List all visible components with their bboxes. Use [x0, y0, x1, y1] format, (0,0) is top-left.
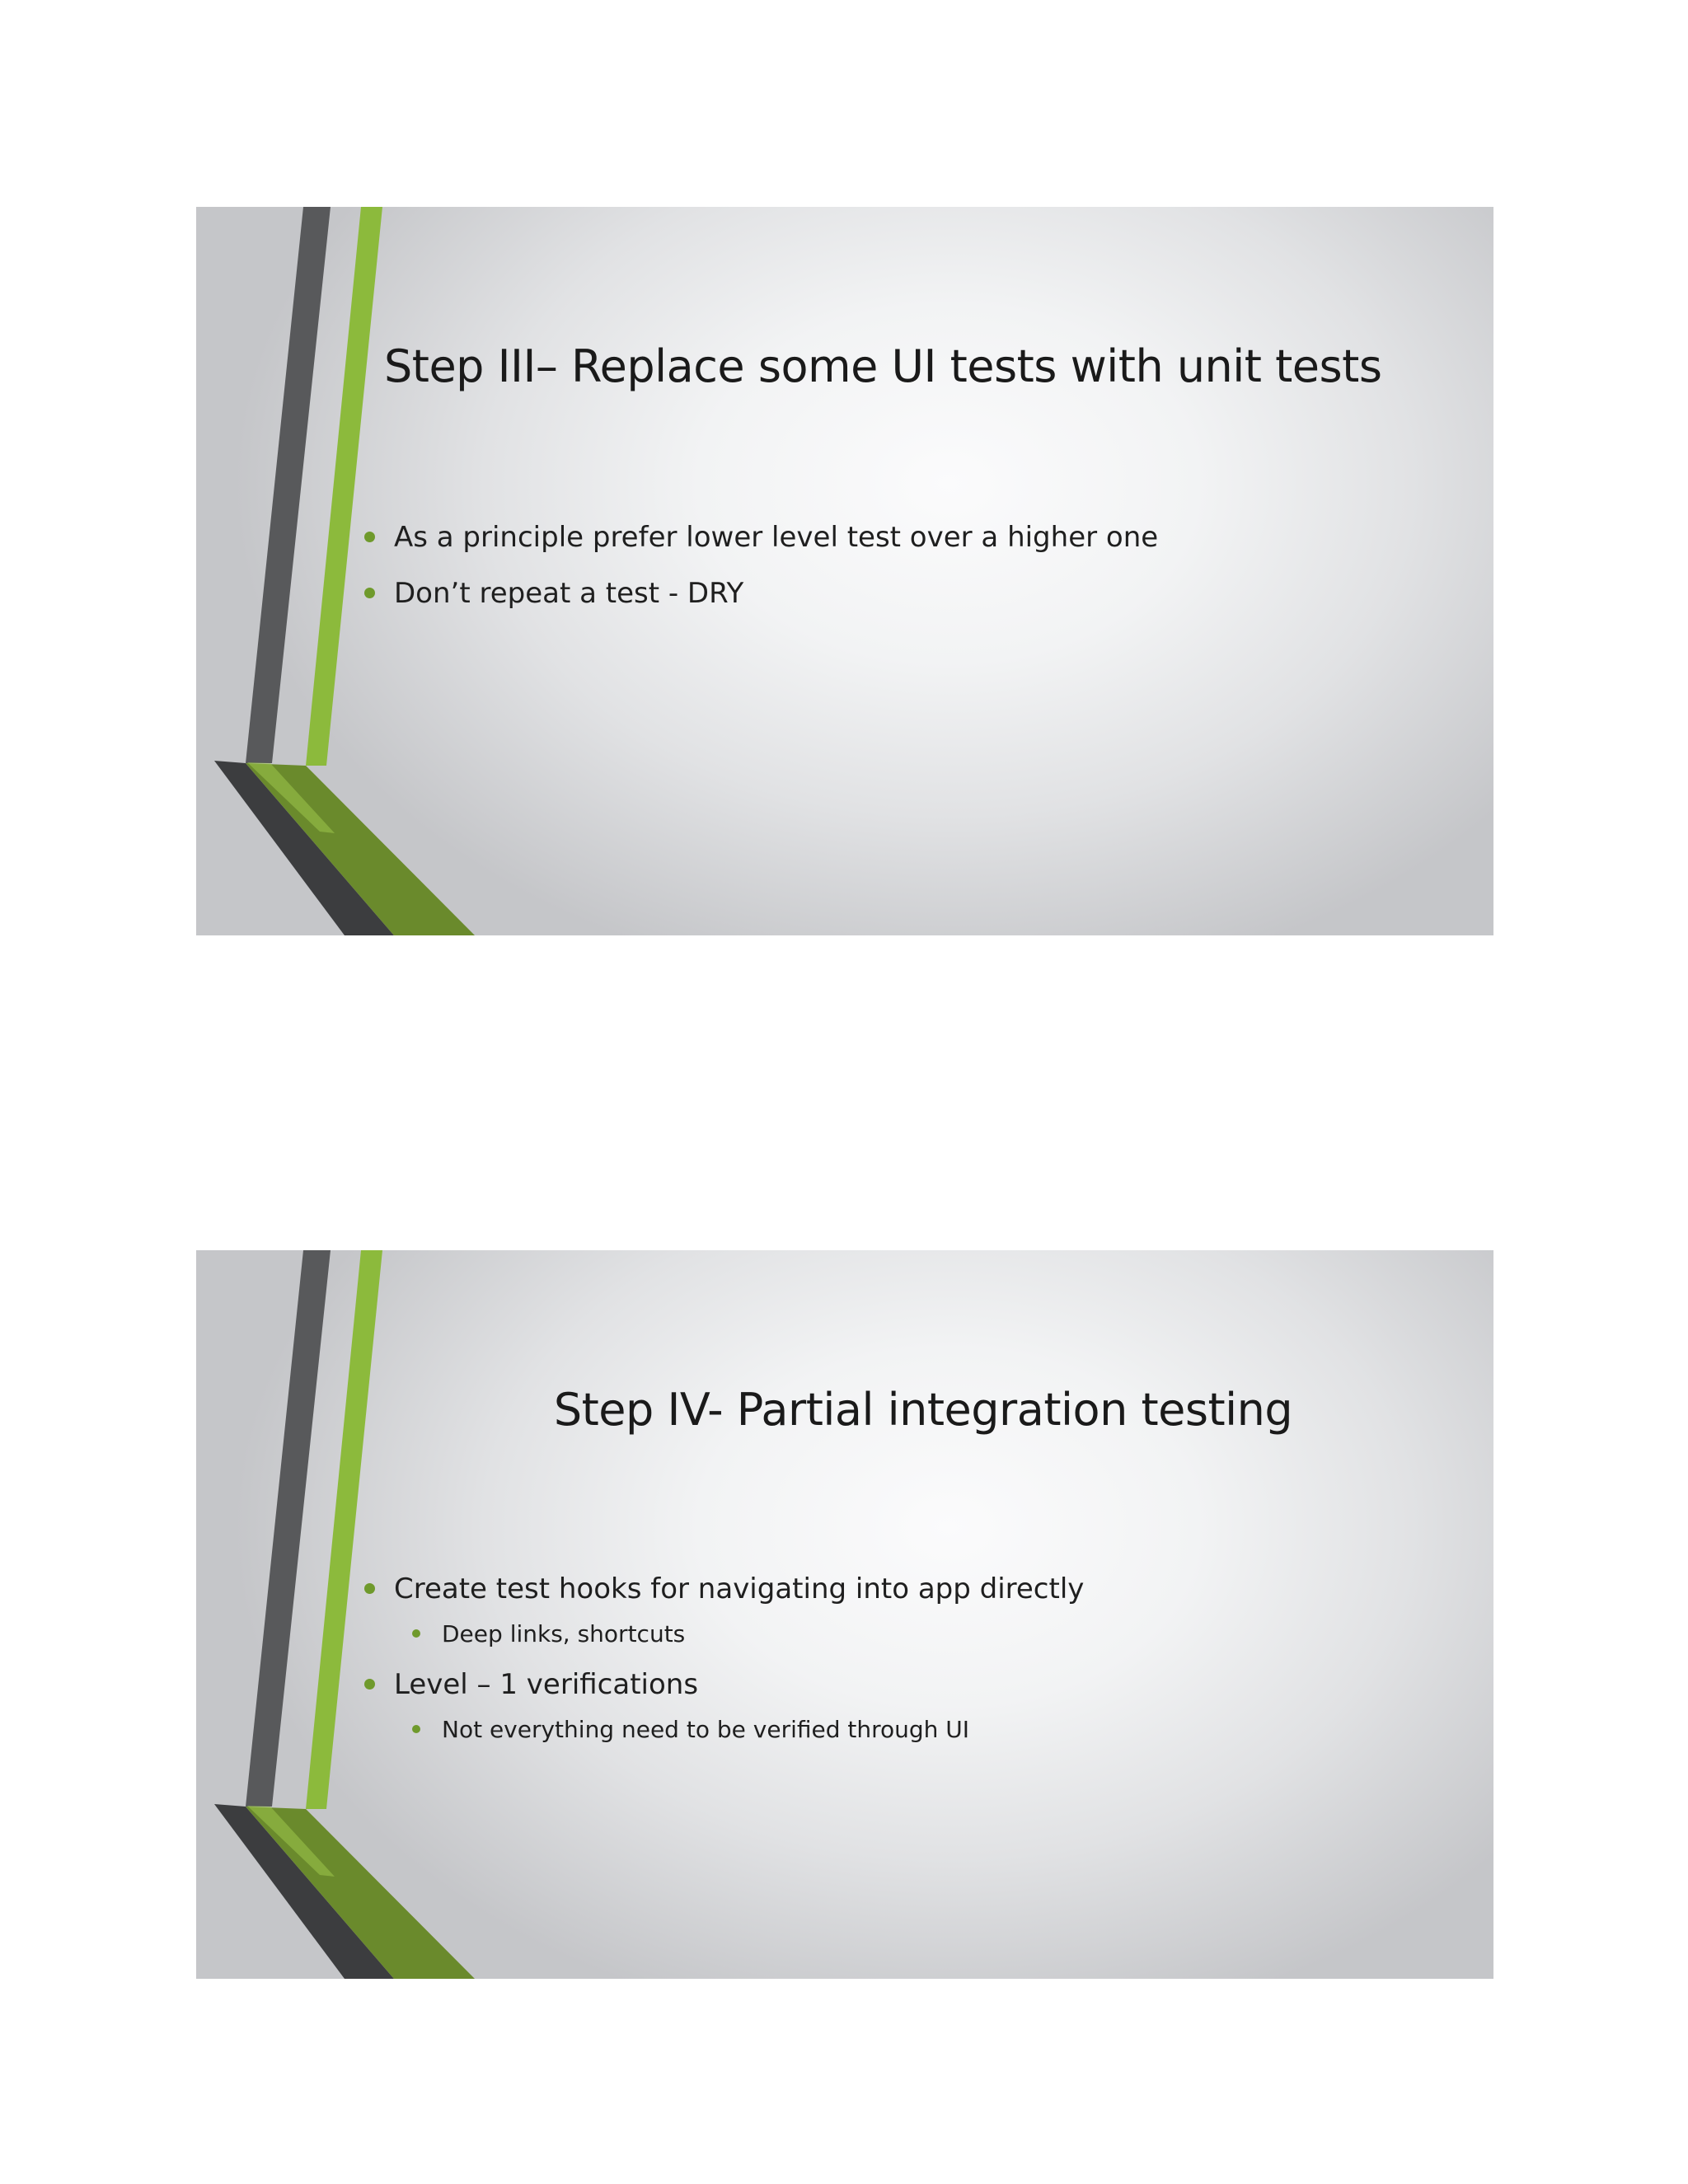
- bullet-dot-icon: [364, 1583, 375, 1594]
- bullet-list: [364, 1572, 1084, 1763]
- bullet-text: Level – 1 verifications: [394, 1668, 699, 1701]
- bullet-text: Don’t repeat a test - DRY: [394, 577, 744, 610]
- slide-step-3: [196, 207, 1493, 935]
- bullet-dot-icon: [364, 588, 375, 598]
- sub-bullet-item: [412, 1619, 1084, 1649]
- slide-step-4: [196, 1250, 1493, 1979]
- slide-title: Step IV- Partial integration testing: [553, 1384, 1293, 1436]
- bullet-list: [364, 520, 1158, 632]
- bullet-item: [364, 576, 1158, 611]
- bullet-text: Deep links, shortcuts: [442, 1620, 686, 1647]
- bullet-text: As a principle prefer lower level test over a higher one: [394, 521, 1159, 554]
- bullet-item: [364, 1667, 1084, 1702]
- bullet-dot-icon: [412, 1629, 420, 1638]
- slide-title: Step III– Replace some UI tests with unit tests: [384, 340, 1382, 392]
- bullet-dot-icon: [364, 532, 375, 542]
- bullet-text: Create test hooks for navigating into app directly: [394, 1572, 1085, 1605]
- bullet-dot-icon: [412, 1725, 420, 1733]
- bullet-item: [364, 520, 1158, 555]
- bullet-dot-icon: [364, 1679, 375, 1690]
- sub-bullet-item: [412, 1715, 1084, 1745]
- bullet-text: Not everything need to be verified through UI: [442, 1716, 970, 1743]
- bullet-item: [364, 1572, 1084, 1606]
